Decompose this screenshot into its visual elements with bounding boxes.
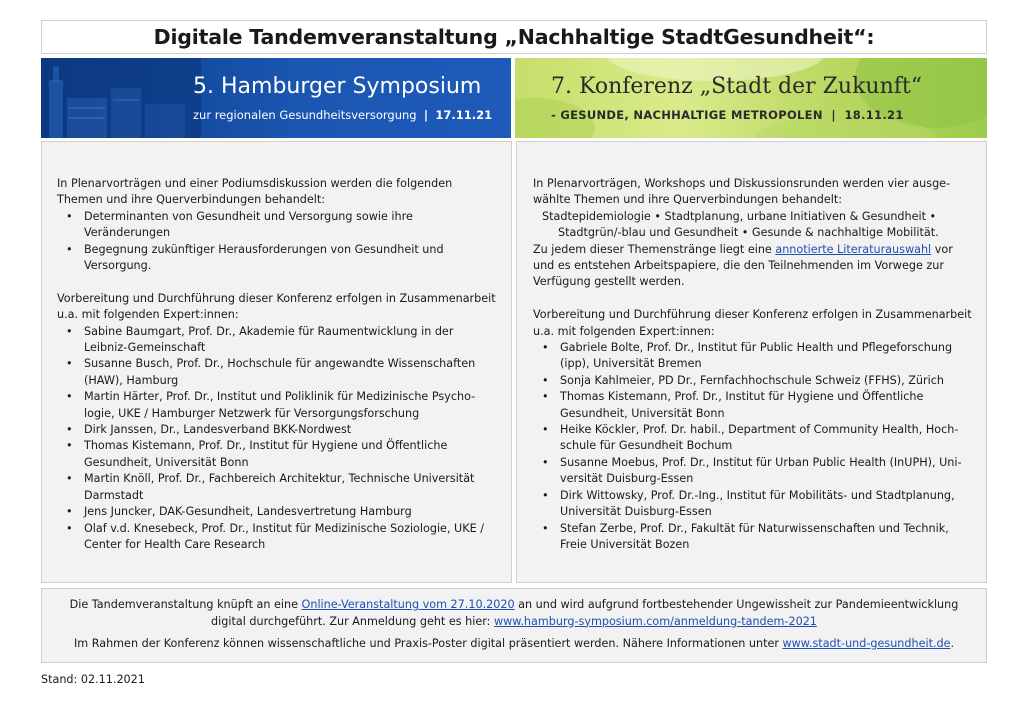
konferenz-subtitle: - GESUNDE, NACHHALTIGE METROPOLEN | 18.11.21: [551, 108, 904, 122]
symposium-title: 5. Hamburger Symposium: [193, 74, 482, 99]
konferenz-date: 18.11.21: [844, 108, 904, 122]
city-skyline-image: [41, 58, 201, 138]
list-item: • Stefan Zerbe, Prof. Dr., Fakultät für Naturwissenschaften und Technik, Freie Universität Bozen: [533, 521, 978, 554]
list-item: • Determinanten von Gesundheit und Versorgung sowie ihre Veränderungen: [57, 209, 503, 242]
experts-intro-text: Vorbereitung und Durchführung dieser Konferenz erfolgen in Zusammenarbeit u.a. mit folgenden Expert:innen:: [533, 308, 972, 338]
info-website-link[interactable]: www.stadt-und-gesundheit.de: [782, 637, 951, 650]
list-item: • Sonja Kahlmeier, PD Dr., Fernfachhochschule Schweiz (FFHS), Zürich: [533, 373, 978, 389]
literature-link[interactable]: annotierte Literaturauswahl: [775, 242, 932, 256]
list-item: • Begegnung zukünftiger Herausforderungen von Gesundheit und Versorgung.: [57, 242, 503, 275]
list-item: • Heike Köckler, Prof. Dr. habil., Department of Community Health, Hoch- schule für Gesundheit Bochum: [533, 422, 978, 455]
symposium-subtitle: zur regionalen Gesundheitsversorgung | 17.11.21: [193, 108, 493, 122]
list-item: • Susanne Moebus, Prof. Dr., Institut für Urban Public Health (InUPH), Uni- versität Duisburg-Essen: [533, 455, 978, 488]
footer-text: Die Tandemveranstaltung knüpft an eine Online-Veranstaltung vom 27.10.2020 an und wird aufgrund fortbestehender Ungewissheit zur Pandemieentwicklung digital durchgeführt. Zur Anmeldung geht es hier: www.hamburg-symposium.com/anmeldung-tandem-2021: [69, 598, 959, 628]
expert-list: [57, 324, 503, 554]
list-item: • Susanne Busch, Prof. Dr., Hochschule für angewandte Wissenschaften (HAW), Hamburg: [57, 356, 503, 389]
page-title: Digitale Tandemveranstaltung „Nachhaltige StadtGesundheit“:: [153, 25, 875, 49]
online-event-link[interactable]: Online-Veranstaltung vom 27.10.2020: [301, 598, 515, 611]
literature-text: Zu jedem dieser Themenstränge liegt eine annotierte Literaturauswahl vor und es entstehen Arbeitspapiere, die den Teilnehmenden im Vorwege zur Verfügung gestellt werden.: [533, 242, 953, 289]
list-item: • Dirk Janssen, Dr., Landesverband BKK-Nordwest: [57, 422, 503, 438]
list-item: • Jens Juncker, DAK-Gesundheit, Landesvertretung Hamburg: [57, 504, 503, 520]
konferenz-title: 7. Konferenz „Stadt der Zukunft“: [551, 74, 923, 99]
stadt-der-zukunft-banner: [515, 58, 987, 138]
intro-text: In Plenarvorträgen und einer Podiumsdiskussion werden die folgenden Themen und ihre Querverbindungen behandelt:: [57, 177, 453, 207]
list-item: • Martin Knöll, Prof. Dr., Fachbereich Architektur, Technische Universität Darmstadt: [57, 471, 503, 504]
registration-link[interactable]: www.hamburg-symposium.com/anmeldung-tandem-2021: [493, 614, 817, 628]
list-item: • Thomas Kistemann, Prof. Dr., Institut für Hygiene und Öffentliche Gesundheit, Universität Bonn: [57, 438, 503, 471]
list-item: • Martin Härter, Prof. Dr., Institut und Poliklinik für Medizinische Psycho- logie, UKE / Hamburger Netzwerk für Versorgungsforschung: [57, 389, 503, 422]
symposium-date: 17.11.21: [435, 108, 493, 122]
list-item: • Dirk Wittowsky, Prof. Dr.-Ing., Institut für Mobilitäts- und Stadtplanung, Universität Duisburg-Essen: [533, 488, 978, 521]
expert-list: [533, 340, 978, 553]
list-item: • Gabriele Bolte, Prof. Dr., Institut für Public Health und Pflegeforschung (ipp), Universität Bremen: [533, 340, 978, 373]
footer-info-box: [41, 588, 987, 663]
page-title-box: [41, 20, 987, 54]
hamburger-symposium-banner: [41, 58, 511, 138]
experts-intro-text: Vorbereitung und Durchführung dieser Konferenz erfolgen in Zusammenarbeit u.a. mit folgenden Expert:innen:: [57, 291, 496, 322]
konferenz-details-panel: [516, 141, 987, 583]
symposium-details-panel: [41, 141, 512, 583]
list-item: • Sabine Baumgart, Prof. Dr., Akademie für Raumentwicklung in der Leibniz-Gemeinschaft: [57, 324, 503, 357]
intro-text: In Plenarvorträgen, Workshops und Diskussionsrunden werden vier ausge- wählte Themen und ihre Querverbindungen behandelt:: [533, 177, 951, 207]
theme-list: [57, 209, 503, 275]
topic-list: Stadtepidemiologie • Stadtplanung, urbane Initiativen & Gesundheit • Stadtgrün/-blau und Gesundheit • Gesunde & nachhaltige Mobilität.: [542, 209, 939, 240]
list-item: • Olaf v.d. Knesebeck, Prof. Dr., Institut für Medizinische Soziologie, UKE / Center for Health Care Research: [57, 521, 503, 554]
list-item: • Thomas Kistemann, Prof. Dr., Institut für Hygiene und Öffentliche Gesundheit, Universität Bonn: [533, 389, 978, 422]
status-date: Stand: 02.11.2021: [41, 673, 145, 686]
poster-text: Im Rahmen der Konferenz können wissenschaftliche und Praxis-Poster digital präsentiert werden. Nähere Informationen unter www.stadt-und-gesundheit.de.: [73, 637, 955, 650]
